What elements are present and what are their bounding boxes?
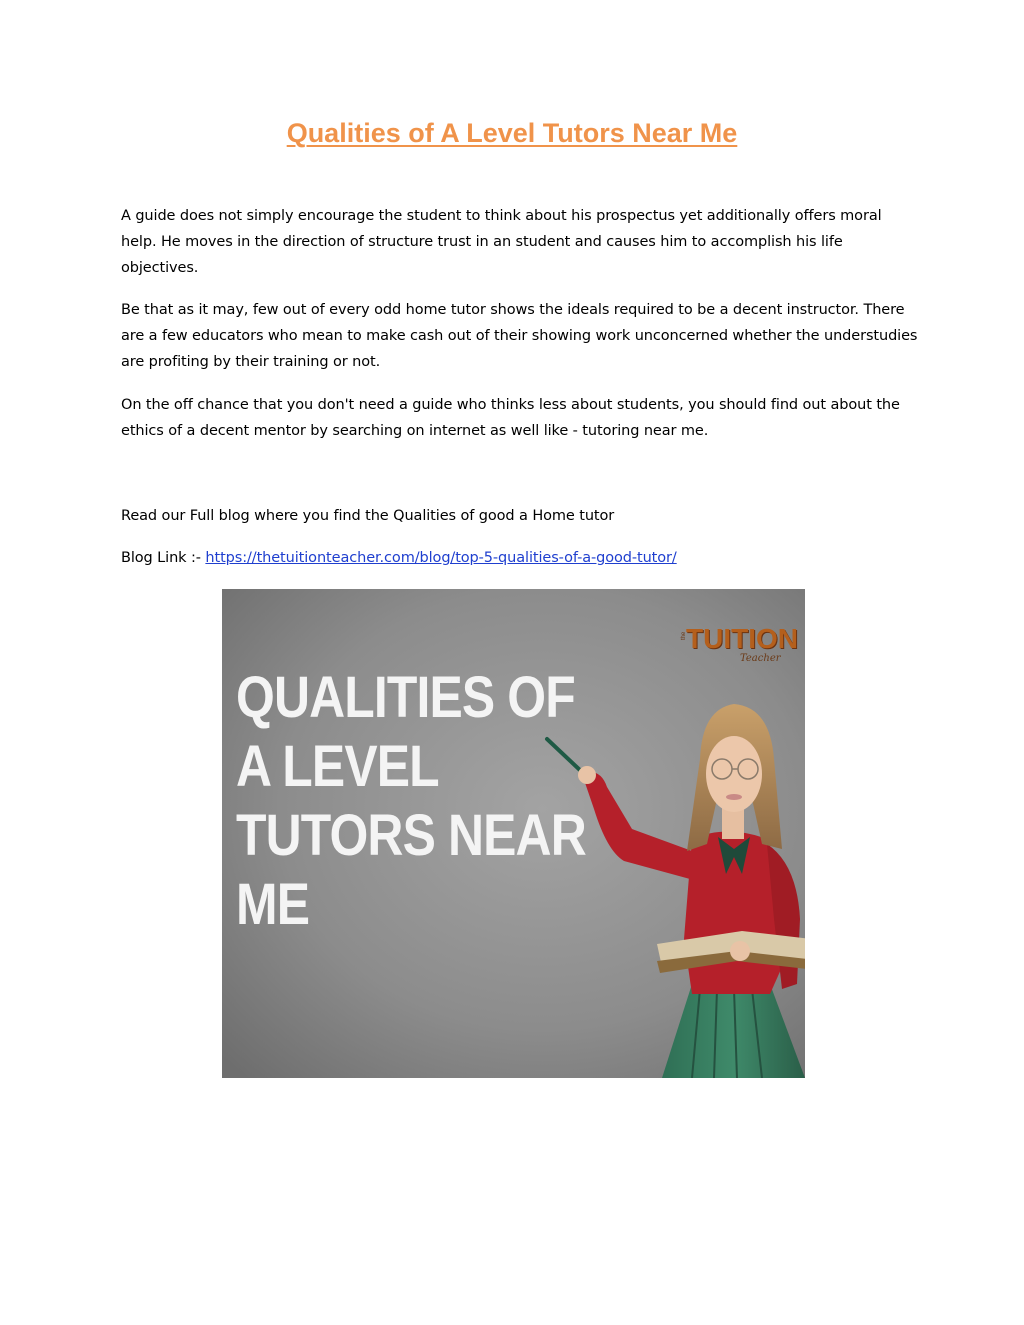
- logo-prefix: the: [681, 631, 688, 641]
- hero-headline: QUALITIES OF A LEVEL TUTORS NEAR ME: [236, 665, 586, 937]
- paragraph-2: Be that as it may, few out of every odd home tutor shows the ideals required to be a decent instructor. There are a few educators who mean to make cash out of their showing work unconcerned whether the understudies are profiting by their training or not.: [121, 302, 918, 370]
- paragraph-3: On the off chance that you don't need a guide who thinks less about students, you should find out about the ethics of a decent mentor by searching on internet as well like - tutoring near me.: [121, 397, 900, 439]
- logo-sub-text: Teacher: [740, 653, 781, 664]
- logo-main-text: TUITION: [686, 623, 798, 654]
- paragraph-1: A guide does not simply encourage the student to think about his prospectus yet additionally offers moral help. He moves in the direction of structure trust in an student and causes him to accomplish his life objectives.: [121, 208, 882, 276]
- read-blog-text: Read our Full blog where you find the Qualities of good a Home tutor: [121, 508, 615, 524]
- page-title: Qualities of A Level Tutors Near Me: [286, 118, 738, 148]
- blog-link-label: Blog Link :-: [121, 550, 206, 566]
- blog-link-line: [121, 545, 921, 571]
- tuition-teacher-logo: [680, 623, 800, 667]
- blog-link[interactable]: https://thetuitionteacher.com/blog/top-5-qualities-of-a-good-tutor/: [205, 550, 677, 566]
- hero-image: [222, 589, 805, 1078]
- face: [706, 736, 762, 812]
